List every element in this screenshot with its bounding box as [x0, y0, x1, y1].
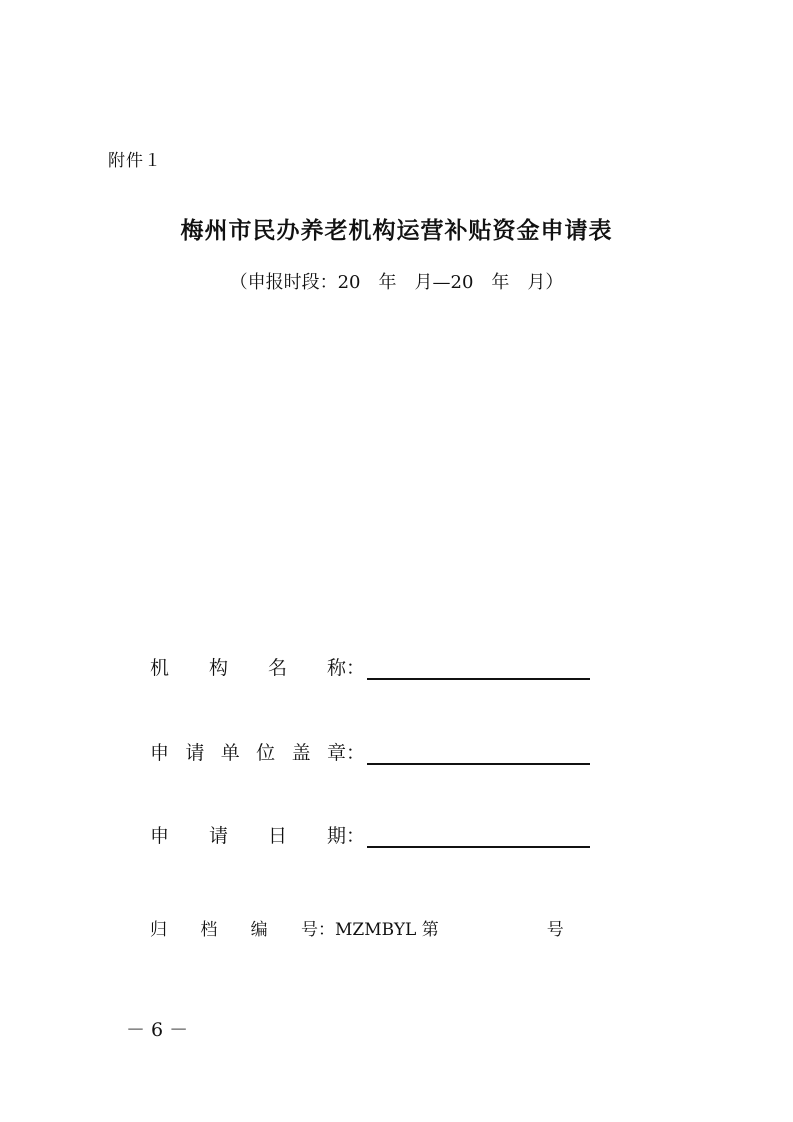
institution-name-label — [150, 653, 346, 680]
label-char: 请 — [185, 742, 205, 764]
application-date-field — [150, 818, 590, 848]
label-colon: ： — [346, 825, 366, 847]
label-char: 机 — [150, 657, 170, 679]
application-date-input-line[interactable] — [367, 822, 590, 848]
label-char: 构 — [208, 657, 228, 679]
label-char: 章 — [326, 742, 346, 764]
label-char: 请 — [208, 825, 228, 847]
applicant-seal-field — [150, 735, 590, 765]
label-char: 档 — [200, 920, 218, 940]
archive-number-suffix: 号 — [546, 920, 564, 940]
archive-number-label — [150, 915, 318, 940]
label-char: 名 — [267, 657, 287, 679]
label-char: 位 — [256, 742, 276, 764]
institution-name-input-line[interactable] — [367, 654, 590, 680]
label-colon: ： — [346, 742, 366, 764]
document-title: 梅州市民办养老机构运营补贴资金申请表 — [180, 217, 613, 244]
archive-number-prefix: MZMBYL 第 — [335, 920, 439, 940]
label-char: 期 — [326, 825, 346, 847]
institution-name-field — [150, 650, 590, 680]
label-char: 申 — [150, 825, 170, 847]
label-char: 日 — [267, 825, 287, 847]
label-char: 单 — [220, 742, 240, 764]
attachment-label: 附件１ — [108, 151, 162, 171]
label-char: 号 — [300, 920, 318, 940]
label-char: 编 — [250, 920, 268, 940]
archive-number-row — [150, 915, 564, 940]
label-char: 盖 — [291, 742, 311, 764]
applicant-seal-label — [150, 738, 346, 765]
label-char: 归 — [150, 920, 167, 940]
label-char: 申 — [150, 742, 170, 764]
applicant-seal-input-line[interactable] — [367, 739, 590, 765]
label-colon: ： — [346, 657, 366, 679]
reporting-period: （申报时段：20 年 月—20 年 月） — [229, 272, 564, 293]
application-date-label — [150, 821, 346, 848]
page-number: － 6 － — [126, 1019, 189, 1041]
label-colon: ： — [318, 920, 335, 940]
label-char: 称 — [326, 657, 346, 679]
